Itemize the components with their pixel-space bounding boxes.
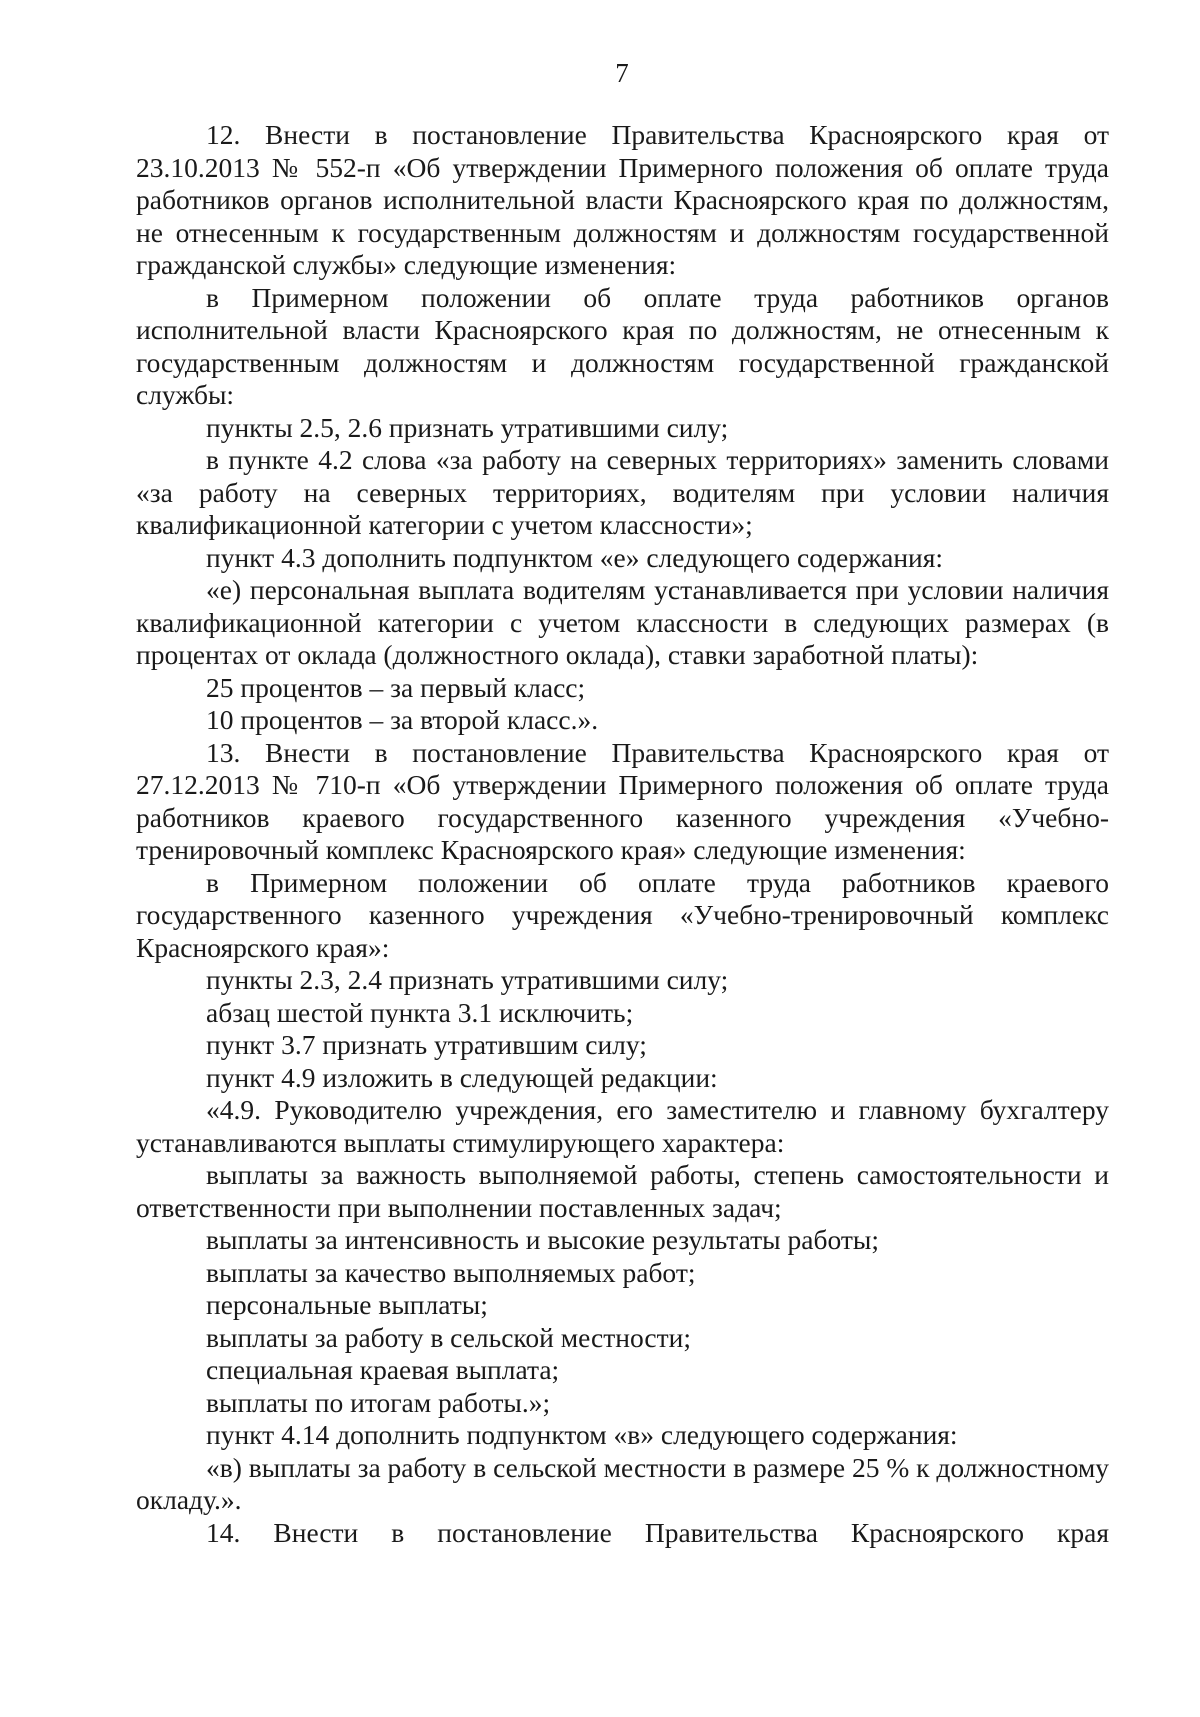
paragraph: 25 процентов – за первый класс;: [206, 671, 586, 703]
paragraph-12-intro: 12. Внести в постановление Правительства Красноярского края от 23.10.2013 № 552-п «Об утверждении Примерного положения об оплате труда работников органов исполнительной власти Красноярского края по должностям, не отнесенным к государственным должностям и должностям государственной гражданской службы» следующие изменения:: [136, 119, 1109, 280]
paragraph-13-intro: 13. Внести в постановление Правительства Красноярского края от 27.12.2013 № 710-п «Об утверждении Примерного положения об оплате труда работников краевого государственного казенного учреждения «Учебно-тренировочный комплекс Красноярского края» следующие изменения:: [136, 736, 1109, 865]
paragraph: выплаты за важность выполняемой работы, степень самостоятельности и ответственности при выполнении поставленных задач;: [136, 1159, 1109, 1223]
paragraph: персональные выплаты;: [206, 1289, 488, 1320]
paragraph: пункты 2.3, 2.4 признать утратившими силу;: [206, 964, 729, 995]
paragraph: «в) выплаты за работу в сельской местности в размере 25 % к должностному окладу.».: [136, 1451, 1109, 1515]
paragraph: пункт 4.14 дополнить подпунктом «в» следующего содержания:: [206, 1419, 958, 1450]
paragraph: выплаты за интенсивность и высокие результаты работы;: [206, 1224, 879, 1255]
paragraph: выплаты за качество выполняемых работ;: [206, 1256, 696, 1288]
paragraph: в Примерном положении об оплате труда работников краевого государственного казенного учреждения «Учебно-тренировочный комплекс Красноярского края»:: [136, 866, 1109, 963]
paragraph: выплаты по итогам работы.»;: [206, 1386, 551, 1418]
paragraph: специальная краевая выплата;: [206, 1354, 560, 1385]
paragraph: пункты 2.5, 2.6 признать утратившими силу;: [206, 411, 729, 443]
page-number: 7: [615, 58, 629, 88]
paragraph: «4.9. Руководителю учреждения, его заместителю и главному бухгалтеру устанавливаются выплаты стимулирующего характера:: [136, 1094, 1109, 1158]
paragraph: выплаты за работу в сельской местности;: [206, 1321, 691, 1353]
paragraph: в пункте 4.2 слова «за работу на северных территориях» заменить словами «за работу на северных территориях, водителям при условии наличия квалификационной категории с учетом классности»;: [136, 444, 1109, 540]
paragraph: абзац шестой пункта 3.1 исключить;: [206, 996, 634, 1028]
paragraph: пункт 3.7 признать утратившим силу;: [206, 1029, 647, 1060]
paragraph-14-intro: 14. Внести в постановление Правительства Красноярского края: [206, 1516, 1109, 1548]
paragraph: 10 процентов – за второй класс.».: [206, 704, 599, 735]
paragraph: пункт 4.3 дополнить подпунктом «е» следующего содержания:: [206, 541, 944, 573]
paragraph: пункт 4.9 изложить в следующей редакции:: [206, 1061, 718, 1093]
paragraph: «е) персональная выплата водителям устанавливается при условии наличия квалификационной категории с учетом классности в следующих размерах (в процентах от оклада (должностного оклада), ставки заработной платы):: [136, 574, 1109, 670]
document-body: [136, 119, 1109, 1549]
paragraph: в Примерном положении об оплате труда работников органов исполнительной власти Красноярского края по должностям, не отнесенным к государственным должностям и должностям государственной гражданской службы:: [136, 281, 1109, 410]
